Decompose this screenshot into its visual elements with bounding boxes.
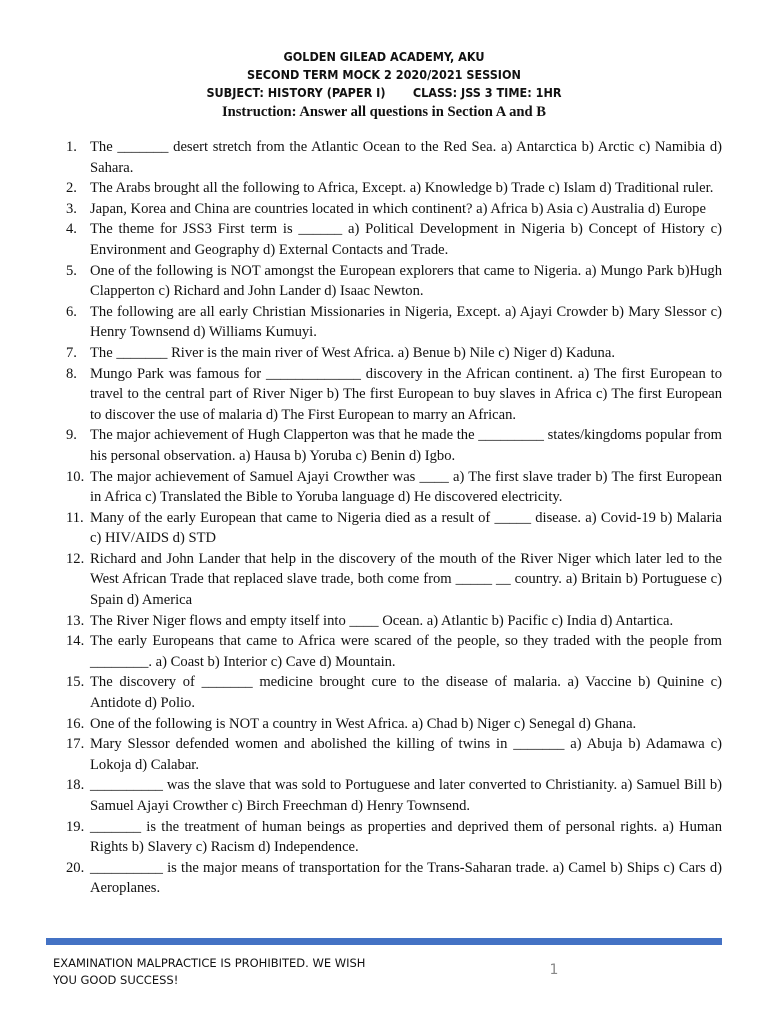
question-item bbox=[0, 672, 768, 713]
question-text: Japan, Korea and China are countries located in which continent? a) Africa b) Asia c) Australia d) Europe bbox=[90, 200, 706, 217]
question-text: The following are all early Christian Missionaries in Nigeria, Except. a) Ajayi Crowder b) Mary Slessor c) Henry Townsend d) Williams Kumuyi. bbox=[90, 303, 722, 341]
question-number: 6. bbox=[66, 303, 77, 320]
question-text: Mary Slessor defended women and abolished the killing of twins in _______ a) Abuja b) Adamawa c) Lokoja d) Calabar. bbox=[90, 736, 722, 773]
question-number: 17. bbox=[66, 736, 85, 753]
session-title: SECOND TERM MOCK 2 2020/2021 SESSION bbox=[247, 67, 521, 83]
question-item bbox=[0, 343, 768, 364]
question-item bbox=[0, 508, 768, 549]
question-text: The _______ desert stretch from the Atlantic Ocean to the Red Sea. a) Antarctica b) Arctic c) Namibia d) Sahara. bbox=[90, 139, 722, 176]
footer-rule bbox=[46, 938, 722, 945]
subject-class-line: SUBJECT: HISTORY (PAPER I) CLASS: JSS 3 TIME: 1HR bbox=[206, 85, 562, 101]
question-text: Mungo Park was famous for _____________ discovery in the African continent. a) The first European to travel to the central part of River Niger b) The first European to buy slaves in Africa c) The first European to discover the use of malaria d) The First European to marry an African. bbox=[90, 365, 722, 423]
question-text: The discovery of _______ medicine brought cure to the disease of malaria. a) Vaccine b) Quinine c) Antidote d) Polio. bbox=[90, 674, 722, 712]
page-number: 1 bbox=[549, 962, 559, 978]
question-number: 3. bbox=[66, 200, 77, 217]
question-list bbox=[0, 137, 768, 899]
question-item bbox=[0, 219, 768, 260]
exam-header bbox=[0, 48, 768, 121]
question-item bbox=[0, 611, 768, 632]
question-text: __________ was the slave that was sold to Portuguese and later converted to Christianity. a) Samuel Bill b) Samuel Ajayi Crowther c) Birch Freechman d) Henry Townsend. bbox=[90, 777, 722, 814]
question-text: The early Europeans that came to Africa were scared of the people, so they traded with the people from ________. a) Coast b) Interior c) Cave d) Mountain. bbox=[90, 633, 722, 670]
question-item bbox=[0, 302, 768, 343]
question-text: One of the following is NOT amongst the European explorers that came to Nigeria. a) Mungo Park b)Hugh Clapperton c) Richard and John Lander d) Isaac Newton. bbox=[90, 262, 722, 300]
question-number: 18. bbox=[66, 777, 85, 794]
question-number: 9. bbox=[66, 427, 77, 444]
question-item bbox=[0, 425, 768, 466]
question-text: Many of the early European that came to Nigeria died as a result of _____ disease. a) Covid-19 b) Malaria c) HIV/AIDS d) STD bbox=[90, 509, 722, 547]
question-text: The major achievement of Hugh Clapperton was that he made the _________ states/kingdoms popular from his personal observation. a) Hausa b) Yoruba c) Benin d) Igbo. bbox=[90, 427, 722, 464]
question-item bbox=[0, 817, 768, 858]
question-item bbox=[0, 364, 768, 426]
question-number: 13. bbox=[66, 612, 85, 629]
question-number: 20. bbox=[66, 859, 85, 876]
question-item bbox=[0, 467, 768, 508]
question-item bbox=[0, 714, 768, 735]
question-item bbox=[0, 734, 768, 775]
question-text: The Arabs brought all the following to Africa, Except. a) Knowledge b) Trade c) Islam d) Traditional ruler. bbox=[90, 180, 714, 197]
question-item bbox=[0, 199, 768, 220]
question-text: _______ is the treatment of human beings as properties and deprived them of personal rights. a) Human Rights b) Slavery c) Racism d) Independence. bbox=[90, 818, 722, 856]
question-text: One of the following is NOT a country in West Africa. a) Chad b) Niger c) Senegal d) Ghana. bbox=[90, 715, 637, 732]
question-number: 4. bbox=[66, 221, 77, 238]
question-number: 7. bbox=[66, 344, 77, 361]
question-text: Richard and John Lander that help in the discovery of the mouth of the River Niger which later led to the West African Trade that replaced slave trade, both come from _____ __ country. a) Britain b) Portuguese c) Spain d) America bbox=[90, 550, 722, 609]
question-item bbox=[0, 261, 768, 302]
question-number: 1. bbox=[66, 139, 77, 155]
question-number: 2. bbox=[66, 180, 77, 197]
question-number: 5. bbox=[66, 262, 77, 279]
question-item bbox=[0, 137, 768, 178]
question-number: 14. bbox=[66, 633, 85, 650]
question-number: 15. bbox=[66, 674, 85, 691]
school-name: GOLDEN GILEAD ACADEMY, AKU bbox=[283, 49, 485, 64]
question-number: 16. bbox=[66, 715, 85, 732]
question-item bbox=[0, 631, 768, 672]
question-text: The River Niger flows and empty itself into ____ Ocean. a) Atlantic b) Pacific c) India d) Antartica. bbox=[90, 612, 674, 629]
question-number: 12. bbox=[66, 550, 85, 567]
instruction-line: Instruction: Answer all questions in Section A and B bbox=[221, 103, 547, 120]
question-number: 10. bbox=[66, 468, 85, 485]
question-number: 8. bbox=[66, 365, 77, 382]
question-text: The major achievement of Samuel Ajayi Crowther was ____ a) The first slave trader b) The first European in Africa c) Translated the Bible to Yoruba language d) He discovered electricity. bbox=[90, 468, 722, 506]
question-number: 11. bbox=[66, 509, 84, 526]
question-text: The _______ River is the main river of West Africa. a) Benue b) Nile c) Niger d) Kaduna. bbox=[90, 344, 615, 361]
question-text: The theme for JSS3 First term is ______ a) Political Development in Nigeria b) Concept of History c) Environment and Geography d) External Contacts and Trade. bbox=[90, 221, 722, 258]
question-number: 19. bbox=[66, 818, 85, 835]
question-item bbox=[0, 858, 768, 899]
question-text: __________ is the major means of transportation for the Trans-Saharan trade. a) Camel b) Ships c) Cars d) Aeroplanes. bbox=[90, 859, 722, 897]
footer-message: EXAMINATION MALPRACTICE IS PROHIBITED. WE WISH YOU GOOD SUCCESS! bbox=[53, 956, 366, 987]
question-item bbox=[0, 178, 768, 199]
question-item bbox=[0, 775, 768, 816]
question-item bbox=[0, 549, 768, 611]
